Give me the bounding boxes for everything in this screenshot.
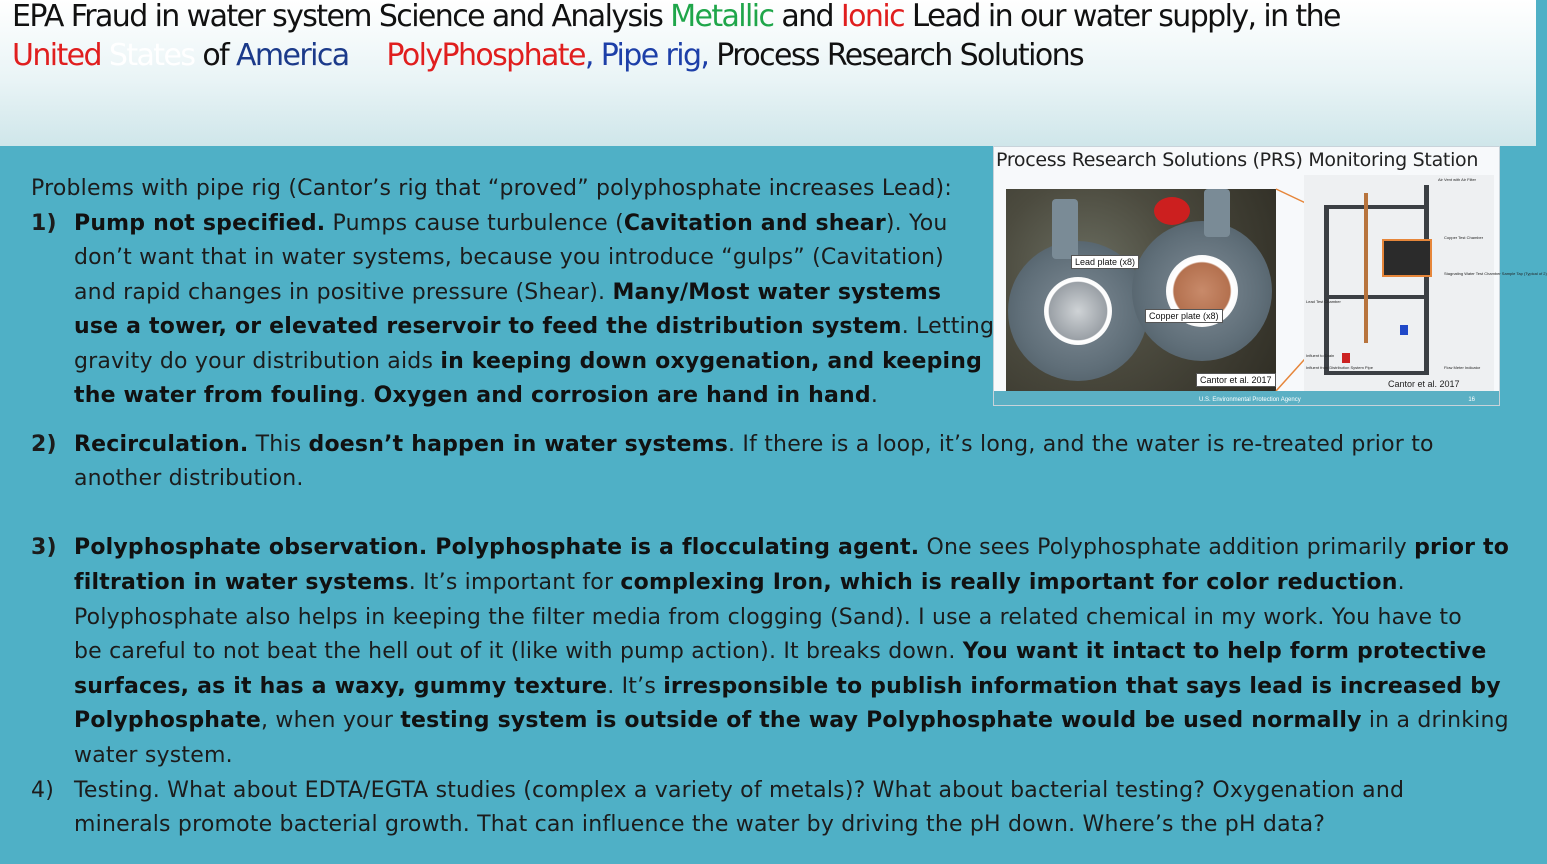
text: , when your xyxy=(261,708,401,733)
callout: Lead Test Chamber xyxy=(1306,299,1341,304)
title-tail: in our water supply, in the xyxy=(987,0,1340,34)
item4-line2: minerals promote bacterial growth. That can influence the water by driving the pH down. Where’s the pH data? xyxy=(74,812,1326,837)
callout: Influent to Drain xyxy=(1306,353,1335,358)
title-lead: Lead xyxy=(911,0,980,34)
text: . It’s xyxy=(607,674,664,699)
item2-line1 xyxy=(74,428,1434,463)
text: . If there is a loop, it’s long, and the water is re-treated prior to xyxy=(728,432,1434,457)
text: be careful to not beat the hell out of it (like with pump action). It breaks down. xyxy=(74,639,963,664)
title-america: America xyxy=(235,38,349,73)
intro-line: Problems with pipe rig (Cantor’s rig that “proved” polyphosphate increases Lead): xyxy=(31,176,952,201)
figure-title: Process Research Solutions (PRS) Monitoring Station xyxy=(996,149,1479,171)
citation-right: Cantor et al. 2017 xyxy=(1388,379,1460,389)
item-number: 2) xyxy=(31,432,57,457)
item3-line7: water system. xyxy=(74,743,233,768)
title-text: EPA Fraud in water system Science and Analysis xyxy=(12,0,663,34)
bold-text: Pump not specified. xyxy=(74,211,326,236)
bold-text: Polyphosphate xyxy=(74,708,262,733)
title-polyphosphate: PolyPhosphate xyxy=(386,38,585,73)
copper-plate-label: Copper plate (x8) xyxy=(1145,309,1223,323)
text: . Letting xyxy=(901,314,995,339)
item3-line1 xyxy=(74,531,1509,566)
item-number: 4) xyxy=(31,778,54,803)
callout: Stagnating Water Test Chamber Sample Tap (Typical of 2) xyxy=(1444,271,1547,276)
bold-text: Many/Most water systems xyxy=(612,280,942,305)
bold-text: filtration in water systems xyxy=(74,570,409,595)
bold-text: You want it intact to help form protective xyxy=(962,639,1487,664)
title-ionic: Ionic xyxy=(840,0,904,34)
item3-line5 xyxy=(74,670,1501,705)
agency-name: U.S. Environmental Protection Agency xyxy=(1199,397,1301,403)
text: This xyxy=(248,432,309,457)
text: and rapid changes in positive pressure (Shear). xyxy=(74,280,613,305)
bold-text: testing system is outside of the way Polyphosphate would be used normally xyxy=(400,708,1362,733)
text: . xyxy=(1397,570,1405,595)
text: gravity do your distribution aids xyxy=(74,349,441,374)
text: ). You xyxy=(885,211,948,236)
bold-text: in keeping down oxygenation, and keeping xyxy=(440,349,983,374)
item-number: 3) xyxy=(31,535,57,560)
bold-text: Cavitation and shear xyxy=(623,211,886,236)
title-and: and xyxy=(781,0,833,34)
text: Pumps cause turbulence ( xyxy=(325,211,624,236)
citation-left: Cantor et al. 2017 xyxy=(1196,373,1276,387)
item3-line3: Polyphosphate also helps in keeping the filter media from clogging (Sand). I use a related chemical in my work. You have to xyxy=(74,605,1462,630)
title-pipe-rig: Pipe rig, xyxy=(600,38,709,73)
bold-text: irresponsible to publish information that says lead is increased by xyxy=(663,674,1501,699)
callout: Flow Meter Indicator xyxy=(1444,365,1481,370)
callout: Air Vent with Air Filter xyxy=(1438,177,1477,182)
item2-line2: another distribution. xyxy=(74,466,304,491)
bold-text: prior to xyxy=(1414,535,1510,560)
bold-text: use a tower, or elevated reservoir to feed the distribution system xyxy=(74,314,902,339)
item3-line6 xyxy=(74,704,1509,739)
text: One sees Polyphosphate addition primarily xyxy=(919,535,1415,560)
item3-line4 xyxy=(74,635,1486,670)
bold-text: Polyphosphate observation. Polyphosphate is a flocculating agent. xyxy=(74,535,920,560)
callout: Influent from Distribution System Pipe xyxy=(1306,365,1373,370)
bold-text: Oxygen and corrosion are hand in hand xyxy=(373,383,871,408)
text: . It’s important for xyxy=(408,570,621,595)
title-united: United xyxy=(12,38,101,73)
item1-line2: don’t want that in water systems, because you introduce “gulps” (Cavitation) xyxy=(74,245,944,270)
bold-text: complexing Iron, which is really important for color reduction xyxy=(620,570,1398,595)
bold-text: surfaces, as it has a waxy, gummy texture xyxy=(74,674,608,699)
page-number: 16 xyxy=(1468,397,1475,403)
item4-line1: Testing. What about EDTA/EGTA studies (complex a variety of metals)? What about bacterial testing? Oxygenation and xyxy=(74,778,1405,803)
item3-line2 xyxy=(74,566,1405,601)
item-number: 1) xyxy=(31,211,57,236)
bold-text: Recirculation. xyxy=(74,432,249,457)
text: in a drinking xyxy=(1361,708,1509,733)
item1-line4 xyxy=(74,310,994,345)
title-prs: Process Research Solutions xyxy=(716,38,1084,73)
title-of: of xyxy=(202,38,229,73)
item1-line3 xyxy=(74,276,941,311)
title-states: States xyxy=(108,38,195,73)
lead-plate-label: Lead plate (x8) xyxy=(1071,255,1139,269)
title-metallic: Metallic xyxy=(670,0,774,34)
callout: Copper Test Chamber xyxy=(1444,235,1484,240)
title-comma: , xyxy=(584,38,593,73)
text: . xyxy=(359,383,374,408)
item1-line5 xyxy=(74,345,982,380)
bold-text: doesn’t happen in water systems xyxy=(308,432,729,457)
text: . xyxy=(870,383,879,408)
bold-text: the water from fouling xyxy=(74,383,360,408)
item1-line1 xyxy=(74,207,948,242)
item1-line6 xyxy=(74,379,878,414)
